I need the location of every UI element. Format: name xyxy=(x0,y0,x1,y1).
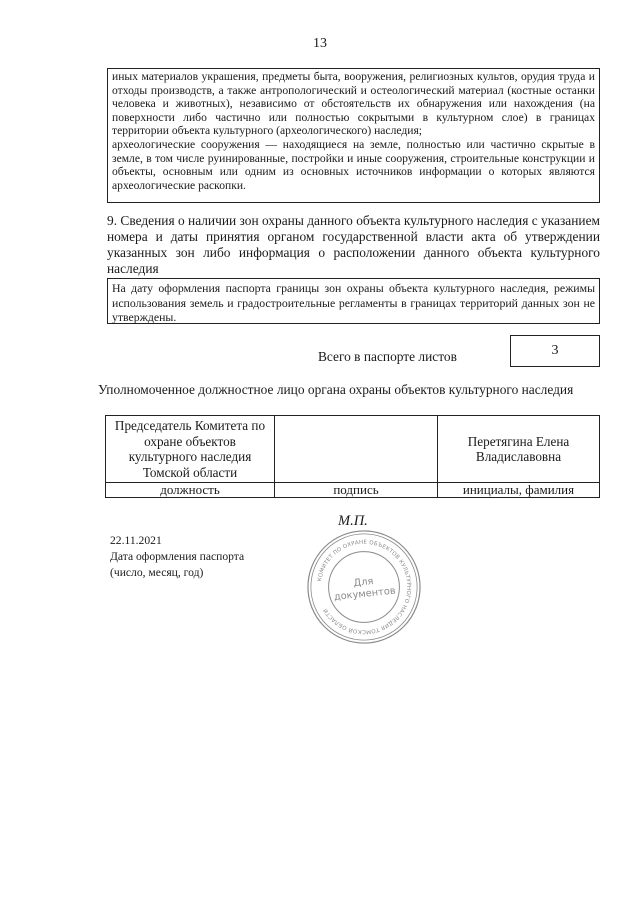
total-sheets-label: Всего в паспорте листов xyxy=(318,349,457,364)
stamp-center-line-1: Для xyxy=(353,576,374,590)
signature-table xyxy=(105,415,600,498)
date-value: 22.11.2021 xyxy=(110,534,162,547)
total-sheets-value: 3 xyxy=(510,335,600,367)
section-9-text: На дату оформления паспорта границы зон охраны объекта культурного наследия, режимы использования земель и градостроительные регламенты в границах территорий данных зон не утверждены. xyxy=(107,278,600,324)
official-stamp xyxy=(305,528,423,646)
position-cell: Председатель Комитета по охране объектов культурного наследия Томской области xyxy=(106,416,275,483)
stamp-center-line-2: документов xyxy=(333,585,397,604)
position-caption: должность xyxy=(106,483,275,498)
name-caption: инициалы, фамилия xyxy=(438,483,600,498)
date-hint: (число, месяц, год) xyxy=(110,566,204,579)
authorized-official-label: Уполномоченное должностное лицо органа охраны объектов культурного наследия xyxy=(98,382,574,397)
stamp-ring-text: КОМИТЕТ ПО ОХРАНЕ ОБЪЕКТОВ КУЛЬТУРНОГО НАСЛЕДИЯ ТОМСКОЙ ОБЛАСТИ xyxy=(317,539,412,635)
description-paragraph-2: археологические сооружения — находящиеся на земле, полностью или частично скрытые в земле, в том числе руинированные, постройки и иные сооружения, строительные конструкции и объекты, основным или одним из основных источников информации о которых являются археологические раскопки. xyxy=(112,137,595,192)
name-cell: Перетягина Елена Владиславовна xyxy=(438,416,600,483)
page-number: 13 xyxy=(313,36,327,51)
date-label: Дата оформления паспорта xyxy=(110,550,245,563)
description-paragraph-1: иных материалов украшения, предметы быта, вооружения, религиозных культов, орудия труда и отходы производств, а также антропологический и остеологический материал (костные останки человека и животных), независимо от обстоятельств их обнаружения или нахождения (на поверхности либо частично или полностью сокрытыми в культурном слое) в границах территории объекта культурного (археологического) наследия; xyxy=(112,70,595,138)
signature-cell xyxy=(275,416,438,483)
heritage-description-box xyxy=(107,68,600,203)
date-block xyxy=(110,533,244,581)
signature-caption: подпись xyxy=(275,483,438,498)
section-9-heading: 9. Сведения о наличии зон охраны данного объекта культурного наследия с указанием номера и даты принятия органом государственной власти акта об утверждении указанных зон либо информация о расположении данного объекта культурного наследия xyxy=(107,213,600,276)
seal-label: М.П. xyxy=(338,513,368,529)
